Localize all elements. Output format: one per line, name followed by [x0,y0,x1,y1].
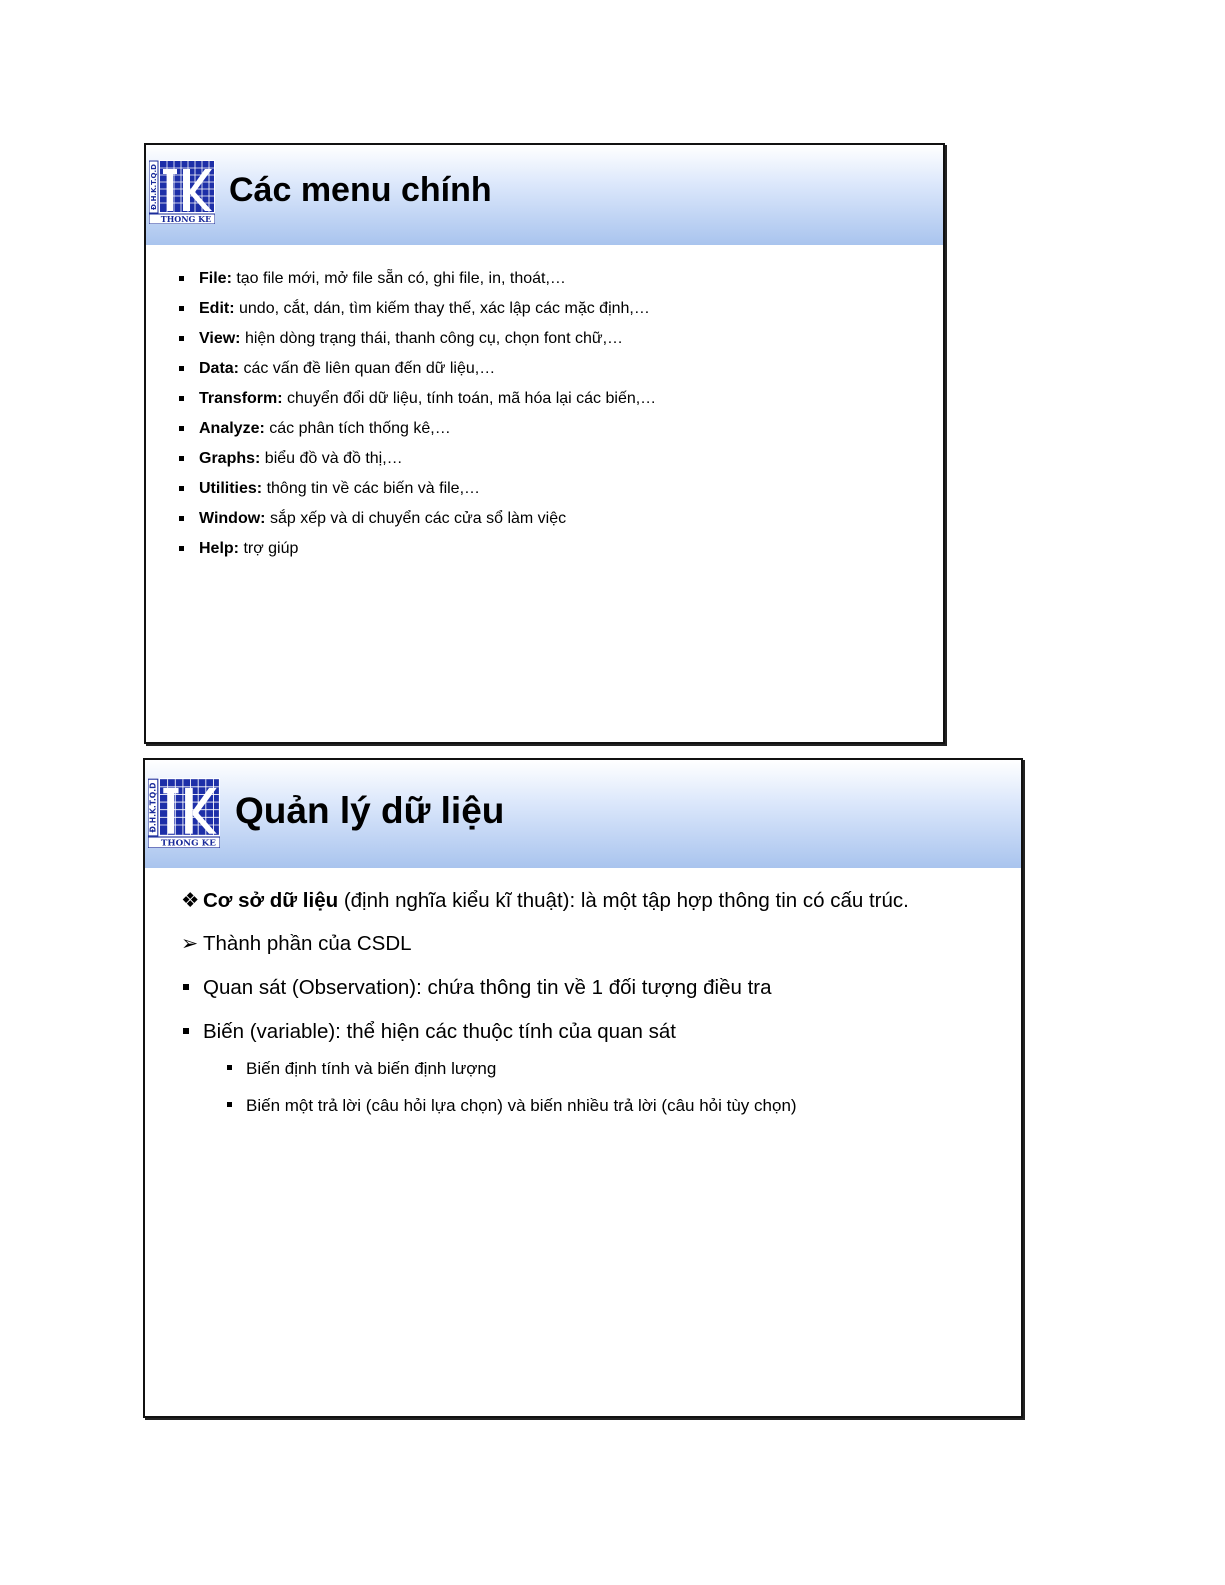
sub-bullet-dinh-tinh: Biến định tính và biến định lượng [227,1058,496,1080]
slide-quan-ly-du-lieu [143,758,1023,1418]
list-item: Data: các vấn đề liên quan đến dữ liệu,… [178,359,656,389]
list-item: Window: sắp xếp và di chuyển các cửa sổ làm việc [178,509,656,539]
list-item: Edit: undo, cắt, dán, tìm kiếm thay thế, xác lập các mặc định,… [178,299,656,329]
neu-statistics-logo [148,778,220,848]
list-item: Transform: chuyển đổi dữ liệu, tính toán, mã hóa lại các biến,… [178,389,656,419]
sub-bullet-mot-tra-loi: Biến một trả lời (câu hỏi lựa chọn) và biến nhiều trả lời (câu hỏi tùy chọn) [227,1095,797,1117]
slide-header [145,760,1021,868]
slide-menu-chinh [144,143,945,744]
slide-title: Các menu chính [229,171,492,209]
list-item: Help: trợ giúp [178,539,656,569]
bullet-quan-sat: Quan sát (Observation): chứa thông tin về 1 đối tượng điều tra [181,975,772,1001]
bullet-co-so-du-lieu: ❖ Cơ sở dữ liệu (định nghĩa kiểu kĩ thuật): là một tập hợp thông tin có cấu trúc. [181,889,909,912]
neu-statistics-logo [149,160,215,224]
square-bullet-icon [183,984,189,990]
logo-bottom-text: THONG KE [160,838,216,848]
square-bullet-icon [227,1065,232,1070]
menu-list [178,269,656,569]
bullet-thanh-phan: ➢ Thành phần của CSDL [181,932,412,955]
bullet-bien: Biến (variable): thể hiện các thuộc tính của quan sát [181,1019,676,1045]
list-item: Utilities: thông tin về các biến và file,… [178,479,656,509]
logo-side-text: Đ.H.K.T.Q.D [150,164,158,210]
logo-side-text: Đ.H.K.T.Q.D [148,782,158,833]
slide-header [146,145,943,245]
list-item: File: tạo file mới, mở file sẵn có, ghi file, in, thoát,… [178,269,656,299]
list-item: Graphs: biểu đồ và đồ thị,… [178,449,656,479]
list-item: View: hiện dòng trạng thái, thanh công cụ, chọn font chữ,… [178,329,656,359]
logo-bottom-text: THONG KE [160,214,212,224]
arrow-bullet-icon: ➢ [181,932,199,955]
list-item: Analyze: các phân tích thống kê,… [178,419,656,449]
square-bullet-icon [227,1102,232,1107]
slide-title: Quản lý dữ liệu [235,790,505,831]
diamond-bullet-icon: ❖ [181,889,200,912]
square-bullet-icon [183,1028,189,1034]
